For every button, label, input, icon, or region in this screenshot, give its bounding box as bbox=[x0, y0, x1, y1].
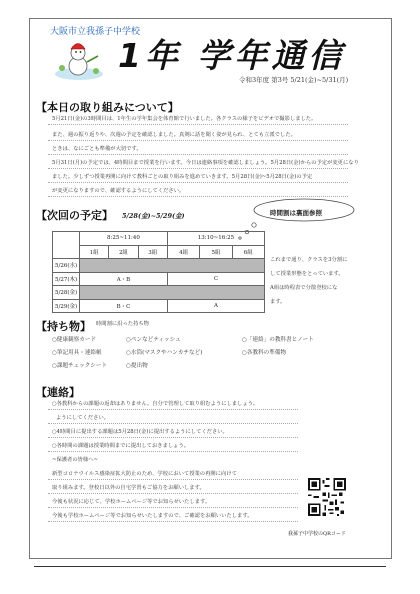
rule bbox=[48, 182, 348, 183]
row-am: A・B bbox=[80, 272, 168, 286]
notice-line: ○各時間の課題は授業時間までに提出しておきましょう。 bbox=[52, 443, 190, 449]
notice-line: 今後も状況に応じて、学校ホームページ等でお知らせいたします。 bbox=[52, 499, 211, 505]
notice-line: ○4時間目に提出する課題は5月28日(金)に提出するようにしてください。 bbox=[52, 429, 228, 435]
qr-caption: 我孫子中学校のQRコード bbox=[288, 531, 346, 537]
side-note-line: これまで通り、クラスを3分割に bbox=[270, 257, 348, 263]
school-name: 大阪市立我孫子中学校 bbox=[50, 27, 141, 37]
qr-code[interactable] bbox=[308, 478, 346, 516]
today-line: また、週の振り返りや、次週の予定を確認しました。真剣に話を聞く姿が見られ、とても立派でした。 bbox=[52, 132, 296, 138]
schedule-range: 5/28(金)~5/29(金) bbox=[122, 212, 185, 220]
notice-line: ○各教科からの課題の返却はありません。自分で管理して取り組むようにしましょう。 bbox=[52, 401, 259, 407]
today-heading: 【本日の取り組みについて】 bbox=[36, 101, 179, 114]
snowman-illustration bbox=[52, 36, 106, 82]
notice-line: 取り組みます。登校日以外の自宅学習もご協力をお願いします。 bbox=[52, 485, 205, 491]
today-line: が変更になりますので、確認するようにしてください。 bbox=[52, 188, 185, 194]
notice-line: ようにしてください。 bbox=[56, 415, 109, 421]
rule bbox=[48, 479, 298, 480]
items-heading: 【持ち物】 bbox=[36, 320, 91, 333]
rule bbox=[48, 521, 298, 522]
row-day: 5/29(金) bbox=[53, 299, 80, 313]
row-day: 5/28(金) bbox=[53, 286, 80, 300]
today-line: ました。少しずつ授業再開に向けて教科ごとの取り組みを進めていきます。5月28日(金)~5月28日(金)の予定 bbox=[52, 174, 313, 180]
item: ○提出物 bbox=[126, 363, 148, 369]
rule bbox=[48, 507, 298, 508]
row-pm: C bbox=[167, 272, 264, 286]
bottom-rule bbox=[34, 566, 386, 567]
rule bbox=[48, 140, 348, 141]
rule bbox=[48, 168, 348, 169]
col-group-am: 8:25~11:40 bbox=[80, 232, 168, 246]
col-header: 5組 bbox=[200, 245, 232, 259]
item: ○「連絡」の教科書とノート bbox=[242, 337, 314, 343]
corner-cell bbox=[53, 232, 80, 259]
rule bbox=[48, 423, 298, 424]
rule bbox=[48, 154, 348, 155]
row-day: 5/26(水) bbox=[53, 259, 80, 273]
today-line: 5月21日(金)の3時間目は、1年生の学年集会を体育館で行いました。各クラスの様子をビデオで撮影しました。 bbox=[52, 116, 317, 122]
col-header: 4組 bbox=[167, 245, 199, 259]
notice-line: ~保護者の皆様へ~ bbox=[52, 457, 98, 463]
row-day: 5/27(木) bbox=[53, 272, 80, 286]
today-line: ときは、なにごとも準備が大切です。 bbox=[52, 146, 142, 152]
row-pm: A bbox=[167, 299, 264, 313]
col-header: 3組 bbox=[138, 245, 167, 259]
side-note-line: ます。 bbox=[270, 299, 286, 305]
bubble-text: 時間割は裏面参照 bbox=[270, 209, 322, 217]
today-line: 5月31日(月)の予定では、4時間目まで授業を行います。今日は連絡事項を確認しましょう。5月28日(金)からの予定が変更になり bbox=[52, 160, 359, 166]
col-group-pm: 13:10~16:25 bbox=[167, 232, 264, 246]
rule bbox=[48, 409, 298, 410]
notice-line: 今後も学校ホームページ等でお知らせいたしますので、ご確認をお願いいたします。 bbox=[52, 513, 253, 519]
rule bbox=[48, 196, 348, 197]
item: ○筆記用具・連絡帳 bbox=[52, 350, 102, 356]
row-am: B・C bbox=[80, 299, 168, 313]
rule bbox=[48, 437, 298, 438]
col-header: 1組 bbox=[80, 245, 109, 259]
side-note-line: して授業形態をとっています。 bbox=[270, 271, 344, 277]
rule bbox=[48, 124, 348, 125]
item: ○健康観察カード bbox=[52, 337, 97, 343]
schedule-table bbox=[52, 231, 265, 313]
side-note-line: A組は時程表で分散登校にな bbox=[270, 285, 338, 291]
item: ○各教科の準備物 bbox=[242, 350, 287, 356]
row-blank bbox=[80, 286, 265, 300]
col-header: 2組 bbox=[109, 245, 138, 259]
notice-heading: 【連絡】 bbox=[36, 386, 80, 399]
item: ○水筒(マスクやハンカチなど) bbox=[126, 350, 203, 356]
item: ○課題チェックシート bbox=[52, 363, 108, 369]
row-blank bbox=[80, 259, 265, 273]
schedule-heading: 【次回の予定】 bbox=[36, 209, 113, 222]
page-title: 1年 学年通信 bbox=[118, 36, 346, 75]
items-sub: 時間割に沿った持ち物 bbox=[96, 321, 149, 327]
rule bbox=[48, 451, 298, 452]
col-header: 6組 bbox=[232, 245, 264, 259]
notice-line: 新型コロナウイルス感染症拡大防止のため、学校において授業の再開に向けて bbox=[52, 471, 237, 477]
issue-meta: 令和3年度 第3号 5/21(金)~5/31(月) bbox=[239, 76, 349, 84]
item: ○ペンなどティッシュ bbox=[126, 337, 181, 343]
rule bbox=[48, 493, 298, 494]
